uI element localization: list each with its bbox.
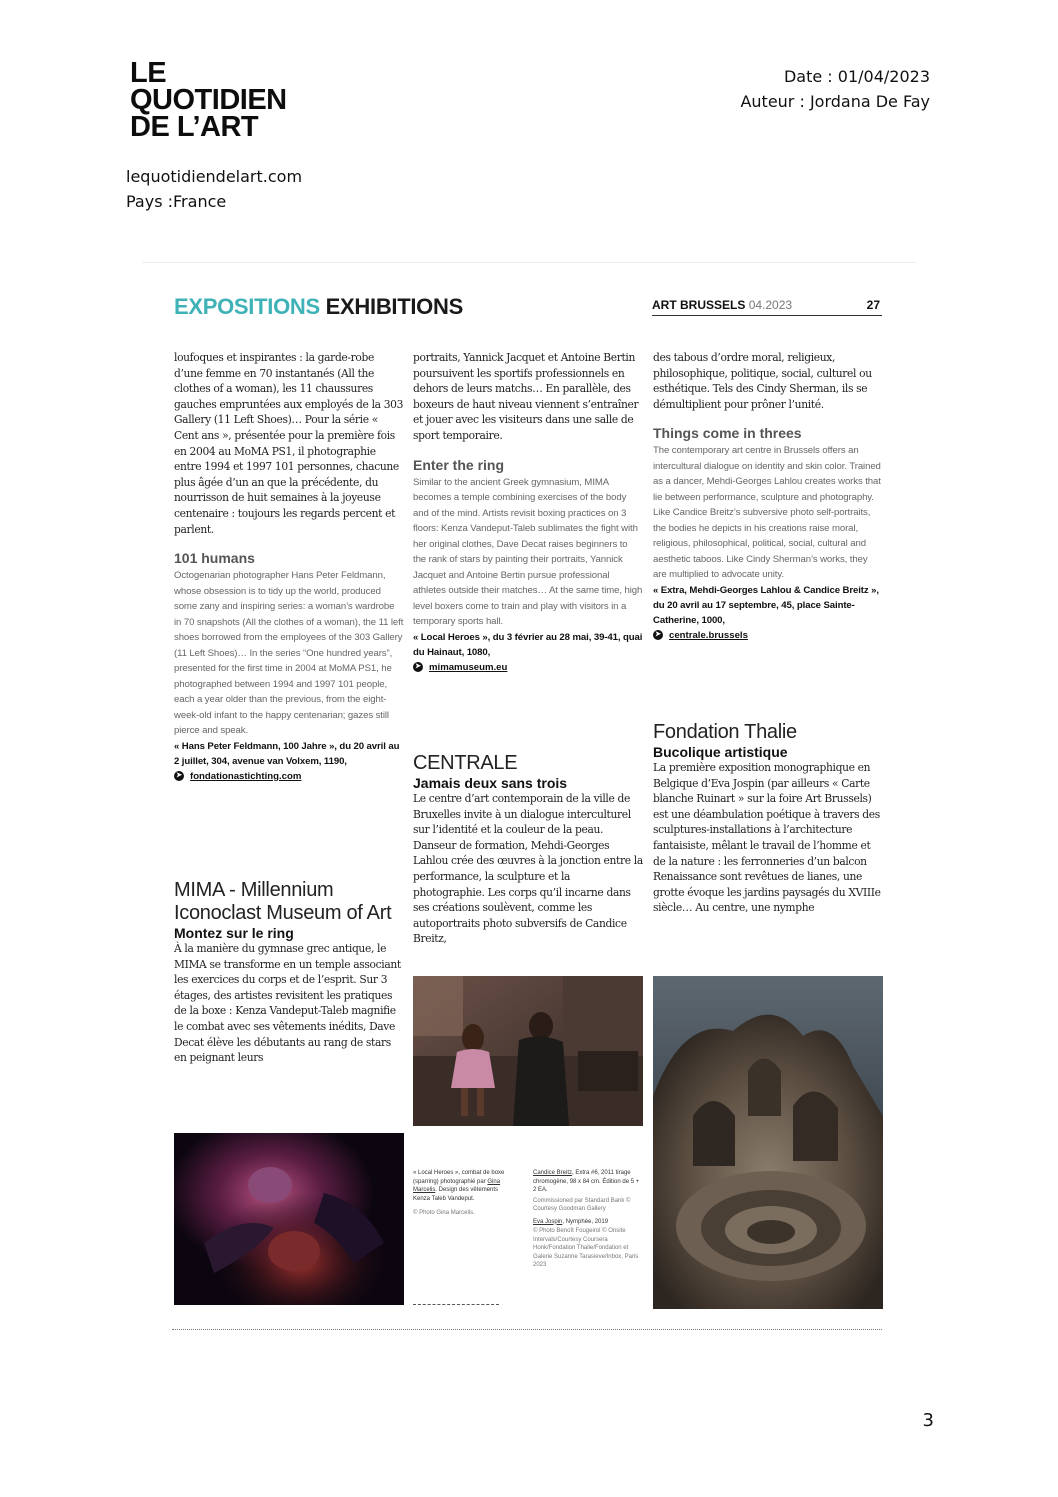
- arrow-right-icon: ➤: [653, 630, 663, 640]
- centrale-fr-text: Le centre d’art contemporain de la ville de Bruxelles invite à un dialogue interculturel sur l’identité et la couleur de la peau. Danseur de formation, Mehdi-Georges Lahlou crée des œuvres à la jonction entre la performance, la sculpture et la photographie. Les corps qu’il incarne dans ses créations soulèvent, comme les autoportraits photo subversifs de Candice Breitz,: [413, 792, 643, 946]
- page-number: 3: [922, 1410, 934, 1431]
- thalie-caption-credit: © Photo Benoît Fougeirol © Onsite Intervals/Courtesy Coursera Honk/Fondation Thalie/Fondation et Galerie Suzanne Tarasieve/Inbox, Paris 2023: [533, 1228, 639, 1268]
- arrow-right-icon: ➤: [174, 771, 184, 781]
- meta-info: [740, 64, 930, 114]
- thalie-photo: [653, 976, 883, 1309]
- logo-line-2: QUOTIDIEN: [130, 84, 287, 116]
- source-site: lequotidiendelart.com: [126, 167, 303, 186]
- col1-link-text[interactable]: fondationastichting.com: [190, 770, 302, 782]
- source-country: Pays :France: [126, 192, 227, 211]
- thalie-fr-text: La première exposition monographique en Belgique d’Eva Jospin (par ailleurs « Carte blanche Ruinart » sur la foire Art Brussels) est une déambulation poétique à travers des sculptures-installations à l’architecture fantaisiste, mêlant le travail de l’homme et de la nature : les ferronneries d’un balcon Renaissance sont revêtues de lianes, une grotte évoque les jardins paysagés du XVIIIe siècle… Au centre, une nymphe: [653, 761, 881, 915]
- meta-date: Date : 01/04/2023: [783, 67, 930, 86]
- magazine-name: ART BRUSSELS: [652, 298, 746, 312]
- centrale-section: [413, 752, 643, 947]
- col2-en-heading: Enter the ring: [413, 456, 505, 473]
- centrale-caption-title: , Extra #6, 2011 tirage chromogène, 98 x 84 cm. Édition de 5 + 2 EA.: [533, 1170, 640, 1193]
- mima-subtitle: Montez sur le ring: [174, 925, 294, 941]
- magazine-clipping: [142, 262, 916, 1338]
- mima-caption: [413, 1169, 505, 1218]
- col1-en-text: Octogenarian photographer Hans Peter Feldmann, whose obsession is to tidy up the world, produced some zany and inspiring series: a woman’s wardrobe in 70 snapshots (All the clothes of a woman), the 11 left shoes borrowed from the employees of the 303 Gallery (11 Left Shoes)… In the series “One hundred years”, presented for the first time in 2004 at MoMA PS1, he photographed between 1994 and 1997 101 people, each a year older than the previous, from the eight-week-old infant to the happy centenarian; gazes still pierce and speak.: [174, 570, 404, 737]
- section-header-en: EXHIBITIONS: [325, 294, 463, 319]
- logo: [130, 57, 287, 143]
- column-1: [174, 350, 404, 784]
- meta-author: Auteur : Jordana De Fay: [740, 92, 930, 111]
- thalie-venue-title: Fondation Thalie: [653, 721, 797, 743]
- centrale-caption-credit: Commissioned par Standard Bank © Courtesy Goodman Gallery: [533, 1197, 631, 1212]
- photo-captions: [413, 1169, 643, 1305]
- centrale-venue-title: CENTRALE: [413, 752, 518, 774]
- magazine-issue: 04.2023: [748, 298, 793, 312]
- mima-venue-title: MIMA - Millennium Iconoclast Museum of Art: [174, 879, 392, 924]
- arrow-right-icon: ➤: [413, 662, 423, 672]
- mima-photo: [174, 1133, 404, 1305]
- logo-line-1: LE: [130, 57, 167, 89]
- col3-en-heading: Things come in threes: [653, 425, 802, 442]
- col3-fr-intro: des tabous d’ordre moral, religieux, philosophique, politique, social, culturel ou esthétique. Tels des Cindy Sherman, ils se démultiplient pour prôner l’unité.: [653, 351, 872, 411]
- col1-en-heading: 101 humans: [174, 550, 255, 567]
- col1-info: « Hans Peter Feldmann, 100 Jahre », du 20 avril au 2 juillet, 304, avenue van Volxem, 1190,: [174, 740, 400, 767]
- col3-link[interactable]: [653, 628, 883, 643]
- thalie-caption: [533, 1218, 643, 1270]
- mima-caption-rest: . Design des vêtements Kenza Taleb Vandeput.: [413, 1187, 499, 1202]
- section-header-fr: EXPOSITIONS: [174, 294, 320, 319]
- mima-caption-title: « Local Heroes », combat de boxe (sparring) photographié par: [413, 1170, 505, 1185]
- mima-caption-credit: © Photo Gina Marcelis.: [413, 1210, 475, 1216]
- section-header: [174, 294, 463, 320]
- column-3: [653, 350, 883, 643]
- mima-fr-text: À la manière du gymnase grec antique, le MIMA se transforme en un temple associant les exercices du corps et de l’esprit. Sur 3 étages, des artistes revisitent les pratiques de la boxe : Kenza Vandeput-Taleb magnifie le combat avec ses vêtements inédits, Dave Decat élève les débutants au rang de stars en peignant leurs: [174, 942, 401, 1065]
- clipping-top-divider: [142, 262, 916, 263]
- col2-link[interactable]: [413, 660, 643, 675]
- thalie-caption-title: , Nymphée, 2019: [562, 1218, 609, 1225]
- col3-link-text[interactable]: centrale.brussels: [669, 629, 748, 641]
- caption-divider: [413, 1304, 499, 1305]
- centrale-caption-artist: Candice Breitz: [533, 1170, 573, 1176]
- clipping-bottom-divider: [172, 1329, 882, 1330]
- mima-caption-photographer: Gina Marcelis: [413, 1178, 501, 1193]
- thalie-section: [653, 721, 883, 916]
- thalie-subtitle: Bucolique artistique: [653, 744, 788, 760]
- centrale-subtitle: Jamais deux sans trois: [413, 775, 568, 791]
- col2-info: « Local Heroes », du 3 février au 28 mai, 39-41, quai du Hainaut, 1080,: [413, 631, 643, 658]
- running-head: [652, 298, 882, 316]
- col2-en-text: Similar to the ancient Greek gymnasium, MIMA becomes a temple combining exercises of the body and of the mind. Artists revisit boxing practices on 3 floors: Kenza Vandeput-Taleb sublimates the fight with her original clothes, Dave Decat raises beginners to the rank of stars by painting their portraits, Yannick Jacquet and Antoine Bertin pursue professional athletes outside their matches… At the same time, high level boxers come to train and play with visitors in a temporary sports hall.: [413, 476, 643, 628]
- mima-section: [174, 879, 404, 1066]
- centrale-caption: [533, 1169, 643, 1270]
- source-info: [126, 164, 302, 214]
- col2-fr-intro: portraits, Yannick Jacquet et Antoine Bertin poursuivent les sportifs professionnels en dehors de leurs matchs… En parallèle, des boxeurs de haut niveau viennent s’entraîner et jouer avec les visiteurs dans une salle de sport temporaire.: [413, 351, 639, 442]
- column-2: [413, 350, 643, 675]
- col3-en-text: The contemporary art centre in Brussels offers an intercultural dialogue on identity and skin color. Trained as a dancer, Mehdi-Georges Lahlou creates works that lie between performance, sculpture and photography. Like Candice Breitz’s subversive photo self-portraits, the bodies he depicts in his creations raise moral, religious, philosophical, political, social, cultural and aesthetic taboos. Like Cindy Sherman’s works, they are multiplied to advocate unity.: [653, 445, 881, 581]
- col2-link-text[interactable]: mimamuseum.eu: [429, 661, 508, 673]
- magazine-folio: 27: [866, 298, 880, 312]
- col3-info: « Extra, Mehdi-Georges Lahlou & Candice Breitz », du 20 avril au 17 septembre, 45, place Sainte-Catherine, 1000,: [653, 584, 879, 626]
- col1-link[interactable]: [174, 769, 404, 784]
- logo-line-3: DE L’ART: [130, 111, 259, 143]
- centrale-photo: [413, 976, 643, 1126]
- thalie-caption-artist: Eva Jospin: [533, 1218, 563, 1225]
- col1-fr-intro: loufoques et inspirantes : la garde-robe d’une femme en 70 instantanés (All the clothes of a woman), les 11 chaussures gauches empruntées aux employés de la 303 Gallery (11 Left Shoes)… Pour la série « Cent ans », présentée pour la première fois en 2004 au MoMA PS1, il photographie entre 1994 et 1997 101 personnes, chacune plus âgée d’un an que la précédente, du nourrisson de huit semaines à la joyeuse centenaire : toujours les regards percent et parlent.: [174, 351, 404, 536]
